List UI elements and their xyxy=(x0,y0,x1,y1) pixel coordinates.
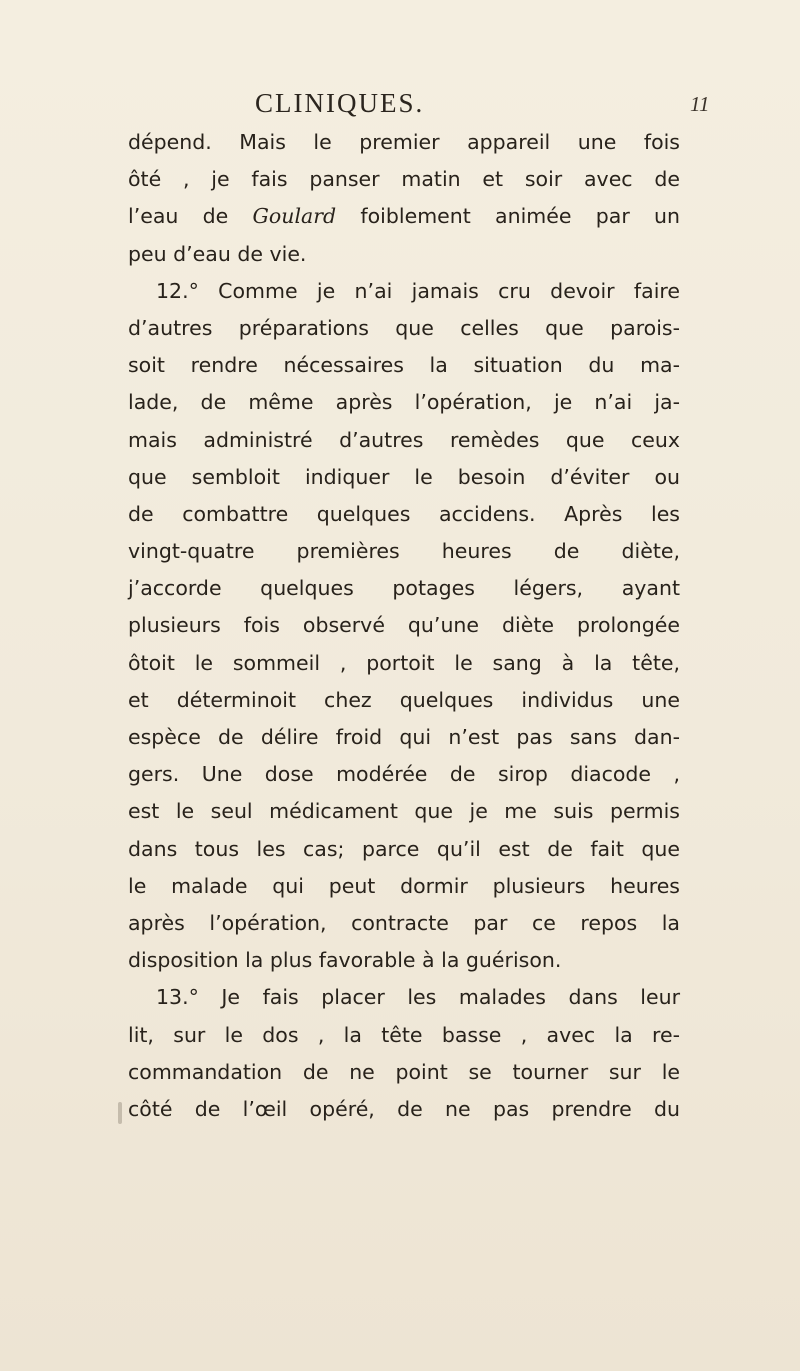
text-line: soit rendre nécessaires la situation du ma- xyxy=(128,353,680,378)
text-line: côté de l’œil opéré, de ne pas prendre du xyxy=(128,1096,680,1121)
text-line: ôté , je fais panser matin et soir avec de xyxy=(128,167,680,192)
text-line: d’autres préparations que celles que parois- xyxy=(128,315,680,340)
text-line: de combattre quelques accidens. Après les xyxy=(128,501,680,526)
text-line: lit, sur le dos , la tête basse , avec la re- xyxy=(128,1022,680,1047)
text-line: le malade qui peut dormir plusieurs heures xyxy=(128,873,680,898)
body-text xyxy=(128,124,680,1128)
text-line: disposition la plus favorable à la guérison. xyxy=(128,948,562,973)
text-line: et déterminoit chez quelques individus une xyxy=(128,687,680,712)
italic-name: Goulard xyxy=(252,204,337,229)
text-line: mais administré d’autres remèdes que ceux xyxy=(128,427,680,452)
text-line: 12.° Comme je n’ai jamais cru devoir faire xyxy=(156,278,680,303)
text-line: dans tous les cas; parce qu’il est de fait que xyxy=(128,836,680,861)
text-line: après l’opération, contracte par ce repos la xyxy=(128,910,680,935)
text-line: plusieurs fois observé qu’une diète prolongée xyxy=(128,613,680,638)
running-title: CLINIQUES. xyxy=(255,88,425,118)
page-number: 11 xyxy=(690,92,710,116)
text-line: dépend. Mais le premier appareil une fois xyxy=(128,130,680,154)
text-line: peu d’eau de vie. xyxy=(128,241,307,266)
text-line: espèce de délire froid qui n’est pas sans dan- xyxy=(128,725,680,749)
text-line: que sembloit indiquer le besoin d’éviter ou xyxy=(128,464,680,489)
text-line: l’eau de Goulard foiblement animée par un xyxy=(128,204,681,229)
text-line: commandation de ne point se tourner sur le xyxy=(128,1059,680,1084)
text-line: ôtoit le sommeil , portoit le sang à la tête, xyxy=(128,650,680,675)
text-line: gers. Une dose modérée de sirop diacode , xyxy=(128,762,680,787)
margin-mark xyxy=(118,1102,122,1124)
text-line: j’accorde quelques potages légers, ayant xyxy=(128,576,680,601)
text-line: vingt-quatre premières heures de diète, xyxy=(128,539,680,564)
text-line: est le seul médicament que je me suis permis xyxy=(128,799,680,824)
text-line: lade, de même après l’opération, je n’ai ja- xyxy=(128,390,680,415)
text-line: 13.° Je fais placer les malades dans leur xyxy=(156,985,680,1010)
page-header xyxy=(0,88,800,128)
